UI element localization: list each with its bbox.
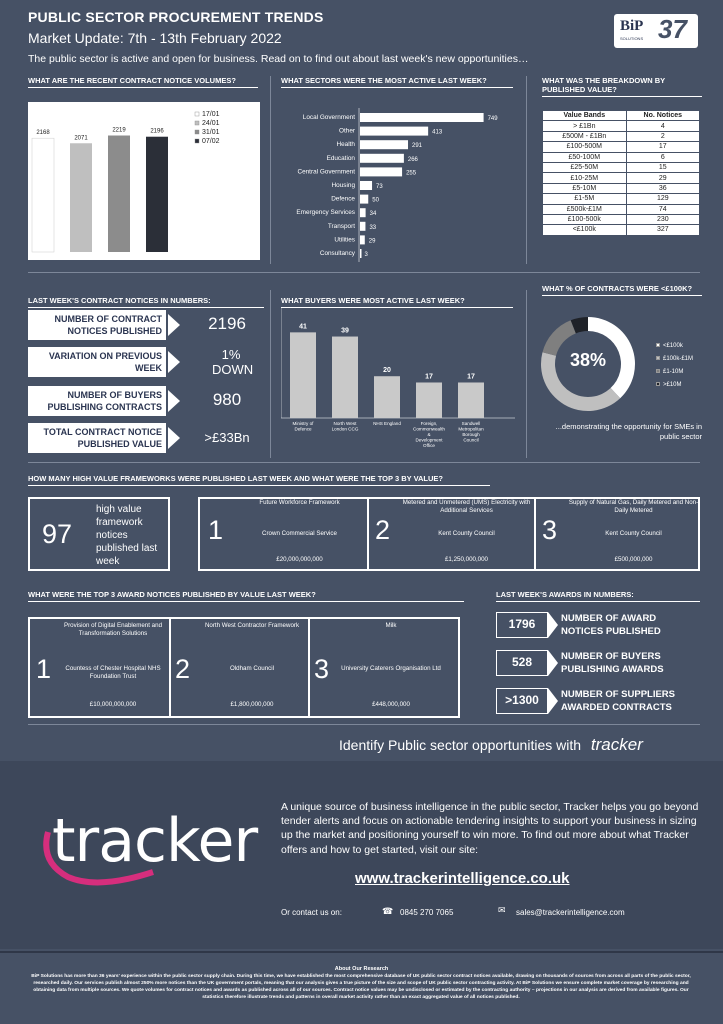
contact-label: Or contact us on:: [281, 908, 342, 917]
buyers-chart: [281, 308, 517, 454]
sector-value: 33: [369, 224, 377, 231]
sector-label: Utilities: [334, 236, 355, 244]
footer-title: About Our Research: [334, 966, 389, 972]
buyer-bar: [374, 376, 400, 418]
breakdown-count: 15: [626, 162, 699, 172]
promo-body: A unique source of business intelligence in the public sector, Tracker helps you go beyond tender alerts and focus on actionable tendering insights to support your business in sizing up the market and positioning yourself to win more. To find out more about what Tracker offers and how to get started, visit our site:: [281, 801, 699, 856]
breakdown-count: 327: [626, 225, 699, 235]
buyer-label: Development: [415, 437, 443, 443]
framework-value: £20,000,000,000: [276, 556, 323, 563]
buyer-bar: [458, 382, 484, 418]
framework-value: £1,250,000,000: [444, 556, 488, 563]
volume-bar-label: 2168: [36, 130, 50, 137]
intro-text: The public sector is active and open for business. Read on to find out about last week's new opportunities…: [28, 53, 529, 65]
buyer-label: Defence: [294, 426, 312, 432]
breakdown-row: [543, 225, 700, 235]
under100k-title: WHAT % OF CONTRACTS WERE <£100K?: [542, 284, 702, 296]
donut-legend-item: [656, 340, 693, 353]
bip-logo-number: 37: [658, 14, 687, 44]
sector-value: 73: [376, 184, 383, 190]
numbers-value: 980: [212, 390, 242, 409]
sector-label: Education: [326, 154, 355, 162]
numbers-label: NUMBER OF CONTRACT NOTICES PUBLISHED: [28, 310, 166, 340]
buyer-label: Council: [463, 437, 479, 443]
page-title: PUBLIC SECTOR PROCUREMENT TRENDS: [28, 9, 324, 25]
numbers-value: 2196: [208, 314, 246, 333]
framework-value: £500,000,000: [614, 556, 653, 563]
volumes-svg: [28, 102, 260, 260]
breakdown-row: [543, 194, 700, 204]
phone-icon: ☎: [382, 906, 394, 916]
donut-legend-swatch: [656, 356, 660, 360]
frameworks-divider: [367, 497, 369, 571]
award-number-value: >1300: [496, 688, 548, 714]
footer-text: BiP Solutions has more than 36 years' experience within the public sector supply chain. During this time, we have established the most comprehensive database of UK public sector contract notices available, drawing on thousands of sources from across all parts of the public sector, researched daily. Our services publish almost 250% more notices than the UK government portals, meaning that our analysis gives a true picture of the size and scope of UK public sector contracting activity. At BiP Solutions we ensure complete market coverage by researching and obtaining data from multiple sources. We quote volumes for contract notices and awards as published across all of our sources. Contract notice values may be undisclosed or estimated by the contracting authority – projections in our analysis are derived from available figures. Our statistics therefore illustrate trends and patterns in overall market activity rather than an exact aggregated value of all notices published.: [31, 974, 691, 1000]
breakdown-band: £100-500k: [543, 214, 627, 224]
breakdown-band: £10-25M: [543, 173, 627, 183]
sector-label: Health: [336, 141, 355, 149]
breakdown-row: [543, 121, 700, 131]
breakdown-row: [543, 204, 700, 214]
breakdown-band: £500M - £1Bn: [543, 131, 627, 141]
page-subtitle: Market Update: 7th - 13th February 2022: [28, 30, 282, 46]
award-numbers-title: LAST WEEK'S AWARDS IN NUMBERS:: [496, 590, 700, 602]
sector-value: 29: [368, 238, 376, 245]
award-rank: 1: [36, 654, 52, 684]
numbers-item: [28, 347, 268, 379]
email-address[interactable]: sales@trackerintelligence.com: [516, 908, 625, 917]
volume-bar-label: 2071: [74, 135, 88, 142]
volume-legend-swatch: [195, 139, 199, 143]
numbers-label: NUMBER OF BUYERS PUBLISHING CONTRACTS: [28, 386, 166, 416]
chevron-right-icon: [548, 612, 558, 638]
framework-name: Metered and Unmetered (UMS) Electricity with Additional Services: [402, 499, 531, 514]
chevron-right-icon: [168, 314, 180, 336]
buyer-bar-label: 17: [467, 373, 475, 381]
volumes-title: WHAT ARE THE RECENT CONTRACT NOTICE VOLUMES?: [28, 76, 258, 88]
frameworks-count-box: [28, 497, 170, 571]
donut-legend-swatch: [656, 382, 660, 386]
framework-name: Future Workforce Framework: [259, 499, 340, 506]
numbers-panel: [28, 310, 268, 456]
framework-rank: 3: [542, 515, 558, 545]
frameworks-count-label: high value framework notices published last week: [96, 504, 158, 567]
sector-value: 413: [432, 129, 443, 136]
sector-value: 255: [406, 170, 417, 177]
volume-bar: [32, 138, 54, 252]
award-buyer: University Caterers Organisation Ltd: [341, 665, 441, 672]
buyer-label: North West: [333, 421, 357, 426]
donut-legend-label: <£100k: [663, 343, 683, 349]
buyer-label: Office: [423, 443, 435, 448]
sector-bar: [360, 249, 362, 258]
promo-url[interactable]: www.trackerintelligence.co.uk: [355, 870, 570, 887]
sector-bar: [360, 222, 365, 231]
buyer-bar-label: 39: [341, 327, 349, 335]
award-number-label: NUMBER OF BUYERS PUBLISHING AWARDS: [561, 651, 664, 675]
tracker-logo-text: tracker: [52, 806, 258, 876]
frameworks-count: 97: [42, 519, 73, 549]
donut-center-label: 38%: [569, 350, 607, 370]
chevron-right-icon: [548, 650, 558, 676]
breakdown-row: [543, 214, 700, 224]
breakdown-band: <£100k: [543, 225, 627, 235]
framework-buyer: Crown Commercial Service: [262, 530, 337, 537]
breakdown-row: [543, 162, 700, 172]
sectors-chart: [281, 108, 517, 264]
award-name: Milk: [385, 622, 397, 629]
breakdown-band: £50-100M: [543, 152, 627, 162]
breakdown-count: 129: [626, 194, 699, 204]
sector-bar: [360, 113, 484, 122]
breakdown-count: 2: [626, 131, 699, 141]
awards-divider: [308, 617, 310, 718]
tagline-text: Identify Public sector opportunities with: [339, 737, 582, 753]
numbers-label: VARIATION ON PREVIOUS WEEK: [28, 347, 166, 377]
breakdown-band: £1-5M: [543, 194, 627, 204]
sector-label: Emergency Services: [296, 209, 355, 217]
volume-legend-label: 31/01: [202, 129, 220, 136]
numbers-item: [28, 310, 268, 342]
numbers-item: [28, 386, 268, 418]
sector-value: 34: [369, 211, 377, 218]
breakdown-count: 74: [626, 204, 699, 214]
buyer-label: Commonwealth: [413, 426, 445, 432]
sector-label: Other: [339, 127, 355, 135]
breakdown-band: £5-10M: [543, 183, 627, 193]
framework-rank: 2: [375, 515, 391, 545]
sector-label: Local Government: [302, 114, 355, 121]
donut-legend-swatch: [656, 343, 660, 347]
awards-divider: [169, 617, 171, 718]
sector-label: Central Government: [297, 168, 355, 176]
buyer-label: Borough: [462, 432, 480, 437]
volume-bar: [108, 136, 130, 252]
award-name: Provision of Digital Enablement and Transformation Solutions: [63, 622, 163, 637]
bip-logo-text: BiP: [620, 18, 644, 34]
volume-legend-swatch: [195, 121, 199, 125]
breakdown-count: 230: [626, 214, 699, 224]
volume-legend-swatch: [195, 130, 199, 134]
volume-legend-swatch: [195, 112, 199, 116]
chevron-right-icon: [168, 390, 180, 412]
breakdown-header-band: Value Bands: [543, 111, 627, 121]
award-rank: 3: [314, 654, 330, 684]
breakdown-row: [543, 183, 700, 193]
award-value: £10,000,000,000: [89, 701, 137, 708]
sector-bar: [360, 167, 402, 176]
sector-value: 266: [407, 156, 418, 163]
buyer-label: NHS England: [373, 421, 401, 426]
bip-logo-sub: SOLUTIONS: [620, 36, 644, 41]
award-rank: 2: [175, 654, 191, 684]
award-number-value: 1796: [496, 612, 548, 638]
donut-legend-swatch: [656, 369, 660, 373]
sector-label: Defence: [331, 195, 355, 203]
award-buyer: Oldham Council: [229, 665, 275, 672]
tagline: [339, 735, 643, 755]
framework-buyer: Kent County Council: [438, 530, 495, 537]
buyer-bar: [416, 382, 442, 418]
sector-value: 3: [364, 252, 368, 258]
frameworks-title: HOW MANY HIGH VALUE FRAMEWORKS WERE PUBLISHED LAST WEEK AND WHAT WERE THE TOP 3 BY VALUE?: [28, 474, 490, 486]
buyer-bar-label: 17: [425, 373, 433, 381]
buyer-bar: [290, 332, 316, 418]
volume-bar: [70, 143, 92, 252]
breakdown-count: 6: [626, 152, 699, 162]
email-icon: ✉: [498, 905, 506, 915]
breakdown-count: 4: [626, 121, 699, 131]
volume-bar: [146, 137, 168, 252]
volume-legend-label: 17/01: [202, 111, 220, 118]
award-value: £448,000,000: [372, 701, 410, 708]
volume-legend-label: 07/02: [202, 138, 220, 145]
donut-legend-item: [656, 379, 693, 392]
breakdown-row: [543, 173, 700, 183]
sector-bar: [360, 127, 428, 136]
volumes-chart: [28, 102, 260, 260]
breakdown-title: WHAT WAS THE BREAKDOWN BY PUBLISHED VALUE?: [542, 76, 702, 97]
award-value: £1,800,000,000: [230, 701, 274, 708]
breakdown-band: £25-50M: [543, 162, 627, 172]
sector-bar: [360, 235, 365, 244]
buyer-label: London CCG: [331, 426, 359, 432]
awards-title: WHAT WERE THE TOP 3 AWARD NOTICES PUBLISHED BY VALUE LAST WEEK?: [28, 590, 464, 602]
donut-legend-label: £1-10M: [663, 369, 684, 375]
breakdown-count: 36: [626, 183, 699, 193]
bip-logo: [614, 14, 698, 48]
breakdown-header-count: No. Notices: [626, 111, 699, 121]
buyer-label: Ministry of: [292, 421, 314, 426]
phone-number[interactable]: 0845 270 7065: [400, 908, 454, 917]
breakdown-count: 29: [626, 173, 699, 183]
donut-legend-label: £100k-£1M: [663, 356, 694, 362]
breakdown-band: > £1Bn: [543, 121, 627, 131]
chevron-right-icon: [168, 351, 180, 373]
buyer-label: Metropolitan: [458, 426, 484, 432]
donut-legend-item: [656, 353, 693, 366]
numbers-label: TOTAL CONTRACT NOTICE PUBLISHED VALUE: [28, 423, 166, 453]
sector-bar: [360, 181, 372, 190]
chevron-right-icon: [548, 688, 558, 714]
tracker-logo-small: tracker: [590, 735, 643, 754]
award-name: North West Contractor Framework: [204, 622, 300, 629]
under100k-note: ...demonstrating the opportunity for SMEs in public sector: [555, 422, 702, 441]
buyer-label: Foreign,: [420, 421, 438, 426]
breakdown-band: £100-500M: [543, 142, 627, 152]
sector-bar: [360, 154, 404, 163]
numbers-item: [28, 423, 268, 455]
sector-label: Housing: [331, 182, 355, 189]
framework-rank: 1: [208, 515, 224, 545]
volume-bar-label: 2196: [150, 128, 164, 135]
sector-label: Consultancy: [319, 250, 355, 257]
award-number-label: NUMBER OF AWARD NOTICES PUBLISHED: [561, 613, 661, 637]
award-number-label: NUMBER OF SUPPLIERS AWARDED CONTRACTS: [561, 689, 676, 713]
numbers-title: LAST WEEK'S CONTRACT NOTICES IN NUMBERS:: [28, 296, 264, 308]
sectors-title: WHAT SECTORS WERE THE MOST ACTIVE LAST WEEK?: [281, 76, 513, 88]
chevron-right-icon: [168, 427, 180, 449]
donut-legend-item: [656, 366, 693, 379]
award-number-value: 528: [496, 650, 548, 676]
buyer-bar-label: 20: [383, 367, 391, 375]
breakdown-band: £500k-£1M: [543, 204, 627, 214]
framework-name: Supply of Natural Gas, Daily Metered and Non-Daily Metered: [568, 499, 699, 514]
buyer-label: Sandwell: [461, 421, 481, 426]
sector-bar: [360, 140, 408, 149]
award-buyer: Countess of Chester Hospital NHS Foundation Trust: [65, 665, 161, 680]
buyers-title: WHAT BUYERS WERE MOST ACTIVE LAST WEEK?: [281, 296, 513, 308]
numbers-value: >£33Bn: [204, 430, 250, 445]
sector-label: Transport: [327, 222, 355, 230]
breakdown-table: [542, 110, 700, 236]
volume-bar-label: 2219: [112, 127, 126, 134]
buyer-label: &: [427, 432, 431, 437]
breakdown-row: [543, 152, 700, 162]
numbers-value: 1% DOWN: [212, 347, 254, 377]
framework-buyer: Kent County Council: [605, 530, 662, 537]
sector-bar: [360, 208, 366, 217]
volume-legend-label: 24/01: [202, 120, 220, 127]
frameworks-divider: [534, 497, 536, 571]
sector-value: 749: [487, 116, 498, 122]
sector-bar: [360, 195, 368, 204]
buyer-bar-label: 41: [299, 323, 307, 331]
breakdown-row: [543, 142, 700, 152]
sector-value: 50: [372, 197, 379, 204]
breakdown-row: [543, 131, 700, 141]
breakdown-count: 17: [626, 142, 699, 152]
sector-value: 291: [412, 143, 423, 150]
tracker-logo: [38, 792, 258, 892]
buyer-bar: [332, 337, 358, 418]
donut-legend-label: >£10M: [663, 382, 682, 388]
donut-legend: [656, 340, 693, 392]
